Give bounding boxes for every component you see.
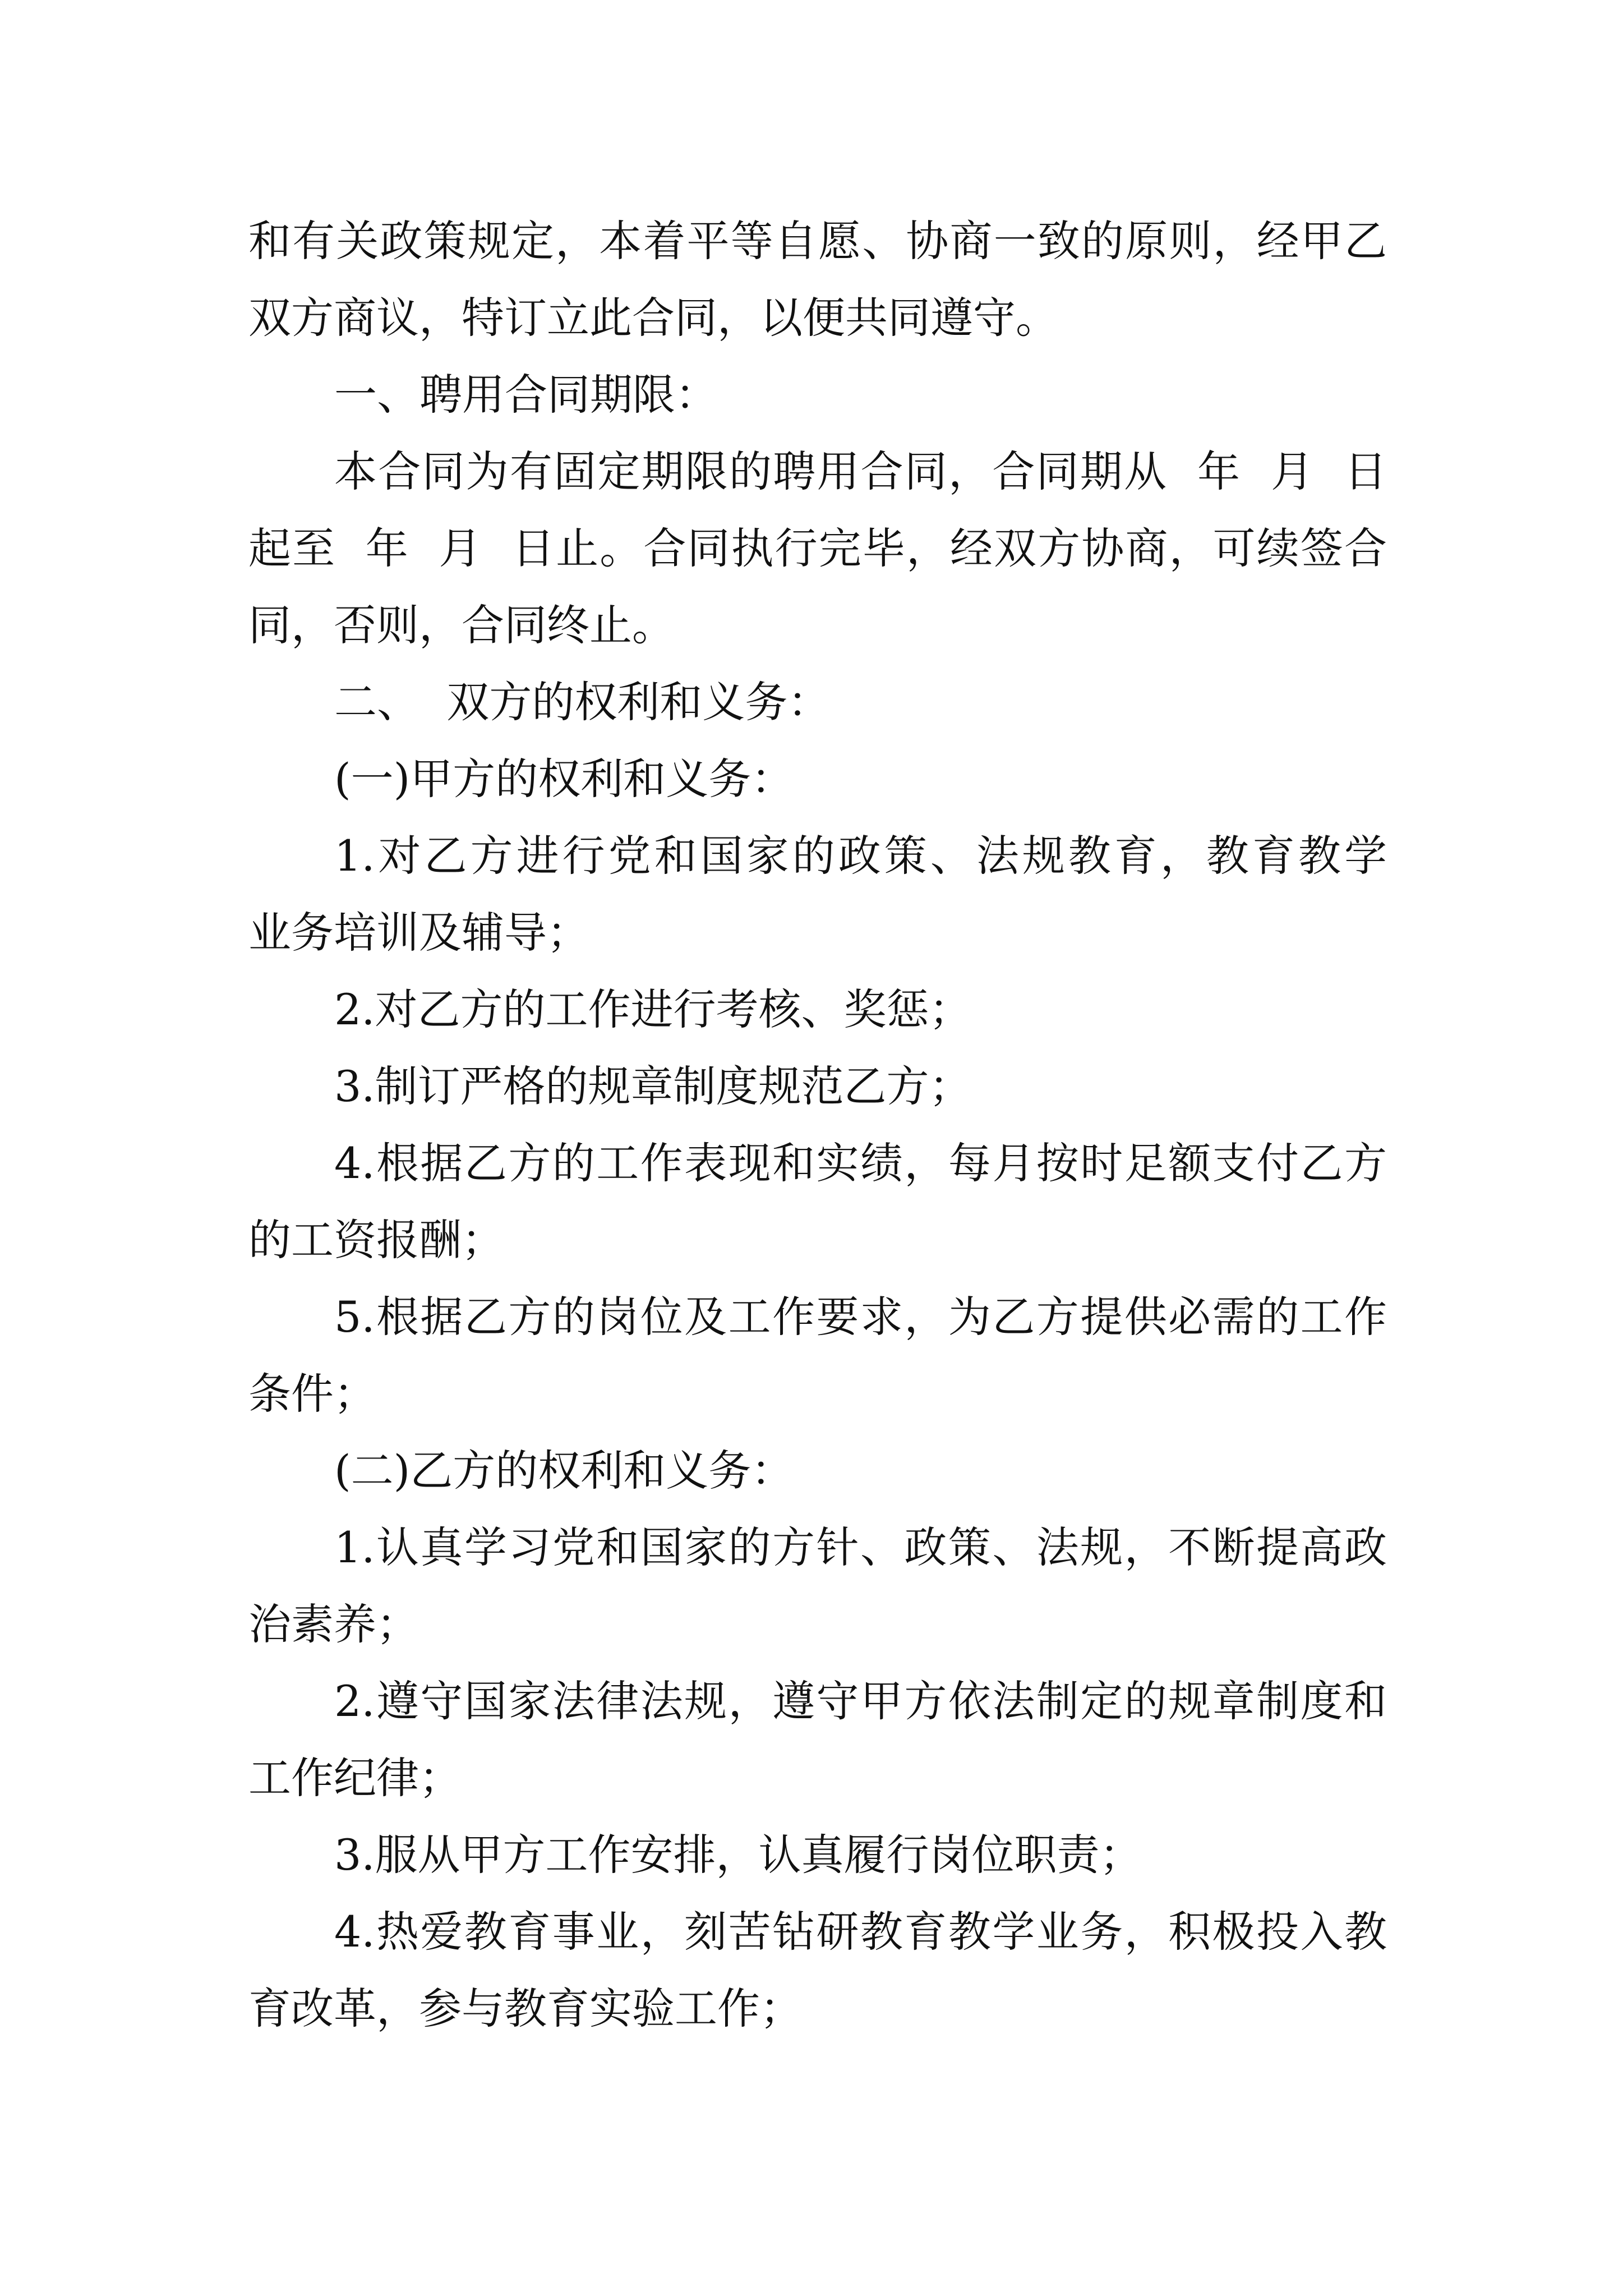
- list-item: 2.遵守国家法律法规，遵守甲方依法制定的规章制度和: [334, 1676, 1387, 1726]
- list-item: 4.热爱教育事业，刻苦钻研教育教学业务，积极投入教: [334, 1907, 1387, 1957]
- list-item: 1.认真学习党和国家的方针、政策、法规，不断提高政: [334, 1522, 1387, 1572]
- text-line: 双方商议，特订立此合同，以便共同遵守。: [248, 293, 1058, 343]
- subsection-heading: (二)乙方的权利和义务：: [334, 1446, 794, 1496]
- section-heading: 二、 双方的权利和义务：: [334, 677, 831, 727]
- text-line: 育改革，参与教育实验工作；: [248, 1984, 803, 2033]
- text-line: 的工资报酬；: [248, 1215, 504, 1265]
- subsection-heading: (一)甲方的权利和义务：: [334, 754, 794, 804]
- text-line: 治素养；: [248, 1599, 419, 1649]
- list-item: 4.根据乙方的工作表现和实绩，每月按时足额支付乙方: [334, 1138, 1387, 1188]
- list-item: 1.对乙方进行党和国家的政策、法规教育，教育教学: [334, 831, 1387, 881]
- text-line: 业务培训及辅导；: [248, 908, 589, 958]
- list-item: 2.对乙方的工作进行考核、奖惩；: [334, 984, 972, 1034]
- list-item: 3.服从甲方工作安排，认真履行岗位职责；: [334, 1830, 1142, 1880]
- section-heading: 一、聘用合同期限：: [334, 370, 718, 420]
- text-line: 同，否则，合同终止。: [248, 600, 675, 650]
- text-line: 条件；: [248, 1369, 376, 1419]
- text-line: 本合同为有固定期限的聘用合同，合同期从 年 月 日: [334, 447, 1387, 496]
- text-line: 起至 年 月 日止。合同执行完毕，经双方协商，可续签合: [248, 523, 1387, 573]
- list-item: 5.根据乙方的岗位及工作要求，为乙方提供必需的工作: [334, 1292, 1387, 1342]
- list-item: 3.制订严格的规章制度规范乙方；: [334, 1061, 972, 1111]
- text-line: 和有关政策规定，本着平等自愿、协商一致的原则，经甲乙: [248, 216, 1387, 266]
- text-line: 工作纪律；: [248, 1753, 462, 1803]
